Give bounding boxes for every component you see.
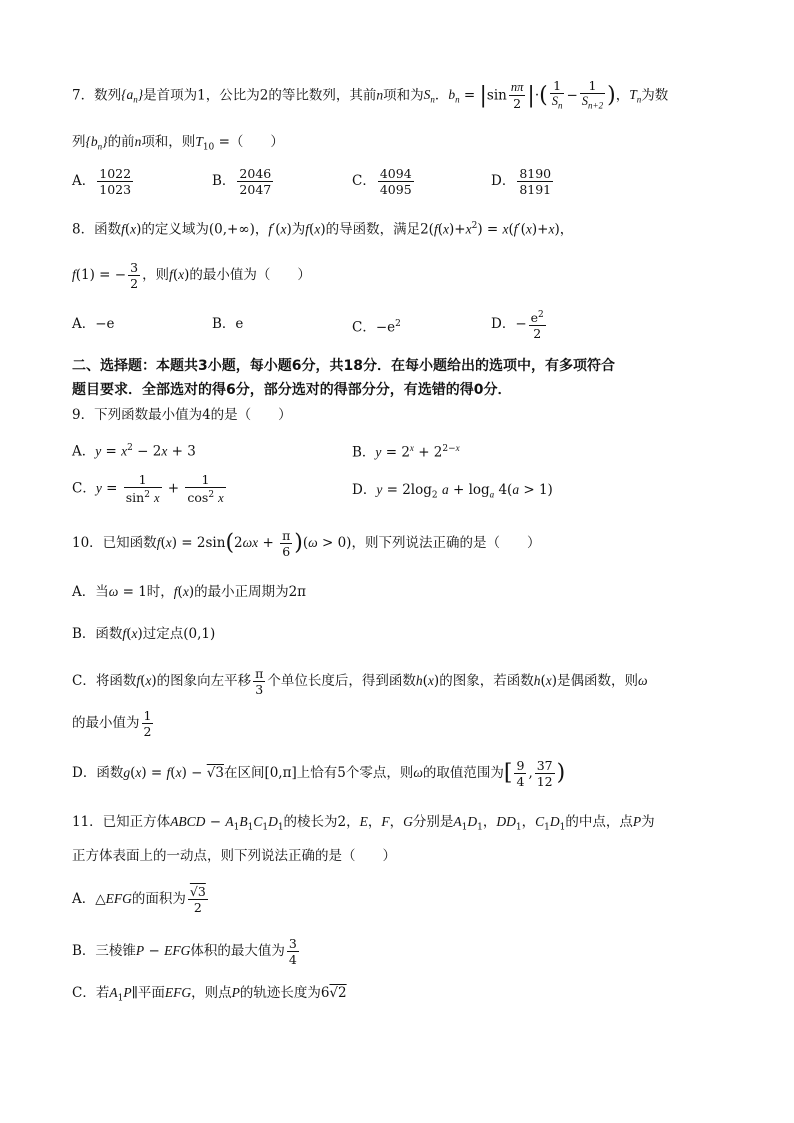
q9-stem: 9．下列函数最小值为4的是（ ）: [72, 407, 292, 423]
q11-option-a[interactable]: A．△EFG的面积为 $\frac{√3}{2}$: [72, 884, 206, 915]
q10-option-c-line1[interactable]: C．将函数f(x)的图象向左平移 $\frac{\pi}{3}$ 个单位长度后，得到函数h(x)的图象，若函数h(x)是偶函数，则ω: [72, 666, 648, 697]
q9-option-a[interactable]: A．$y = x^2 - 2x + 3$: [72, 443, 196, 460]
q8-option-a[interactable]: A．−e: [72, 316, 115, 332]
q11-option-b[interactable]: B．三棱锥P − EFG体积的最大值为 $\frac{3}{4}$: [72, 936, 297, 967]
q10-option-a[interactable]: A．当ω = 1时，f(x)的最小正周期为2π: [72, 584, 307, 600]
q10-option-d[interactable]: D．函数g(x) = f(x) − √3在区间[0,π]上恰有5个零点，则ω的取值范围为[ $\frac{9}{4}$ , $\frac{37}{12}$ ): [72, 758, 566, 789]
q9-option-d[interactable]: D．$y = 2\log_2$ $a + \log_a 4(a > 1)$: [352, 482, 553, 501]
q10-option-b[interactable]: B．函数f(x)过定点(0,1): [72, 626, 216, 642]
q8-stem-line1: 8．函数f(x)的定义域为(0,+∞)，f′(x)为f(x)的导函数，满足$2(f(x)+x^2) = x(f'(x)+x)$，: [72, 221, 574, 238]
q7-option-c[interactable]: C． $\frac{4094}{4095}$: [352, 166, 412, 197]
q9-option-c[interactable]: C．y = $\frac{1}{\sin^2 x}$ + $\frac{1}{\cos^2 x}$: [72, 472, 224, 506]
q11-option-c[interactable]: C．若$A_1P\parallel$平面EFG，则点P的轨迹长度为6√2: [72, 985, 347, 1004]
q7-stem-line2: 列$\{b_n\}$的前n项和，则$T_{10}$ =（ ）: [72, 134, 284, 153]
q7-stem-line1: 7．数列$\{a_n\}$是首项为1，公比为2的等比数列，其前n项和为$S_n$．$b_n = |\sin$ $\frac{n\pi}{2}$ |·( $\frac{1}{S_n}$ − $\frac{1}{S_{n+2}}$ )，$T_n$为数: [72, 78, 669, 112]
q8-stem-line2: f(1) = − $\frac{3}{2}$ ，则f(x)的最小值为（ ）: [72, 260, 311, 291]
q11-stem-line1: 11．已知正方体ABCD − $A_1B_1C_1D_1$的棱长为2，E，F，G分别是$A_1D_1$，$DD_1$，$C_1D_1$的中点，点P为: [72, 814, 655, 833]
q10-option-c-line2: 的最小值为 $\frac{1}{2}$: [72, 708, 152, 739]
q7-option-b[interactable]: B． $\frac{2046}{2047}$: [212, 166, 272, 197]
q8-option-c[interactable]: C．$-e^2$: [352, 319, 401, 336]
q9-option-b[interactable]: B．$y = 2^x + 2^{2-x}$: [352, 443, 460, 461]
q10-stem: 10．已知函数f(x) = 2sin(2ωx + $\frac{\pi}{6}$ )(ω > 0)，则下列说法正确的是（ ）: [72, 528, 541, 559]
q11-stem-line2: 正方体表面上的一动点，则下列说法正确的是（ ）: [72, 848, 396, 864]
q7-option-a[interactable]: A． $\frac{1022}{1023}$: [72, 166, 132, 197]
q7-option-d[interactable]: D． $\frac{8190}{8191}$: [491, 166, 552, 197]
q8-option-d[interactable]: D．− $\frac{e^2}{2}$: [491, 310, 544, 342]
section-heading-line1: 二、选择题：本题共3小题，每小题6分，共18分．在每小题给出的选项中，有多项符合: [72, 358, 615, 374]
section-heading-line2: 题目要求．全部选对的得6分，部分选对的得部分分，有选错的得0分．: [72, 382, 512, 398]
q8-option-b[interactable]: B．e: [212, 316, 244, 332]
